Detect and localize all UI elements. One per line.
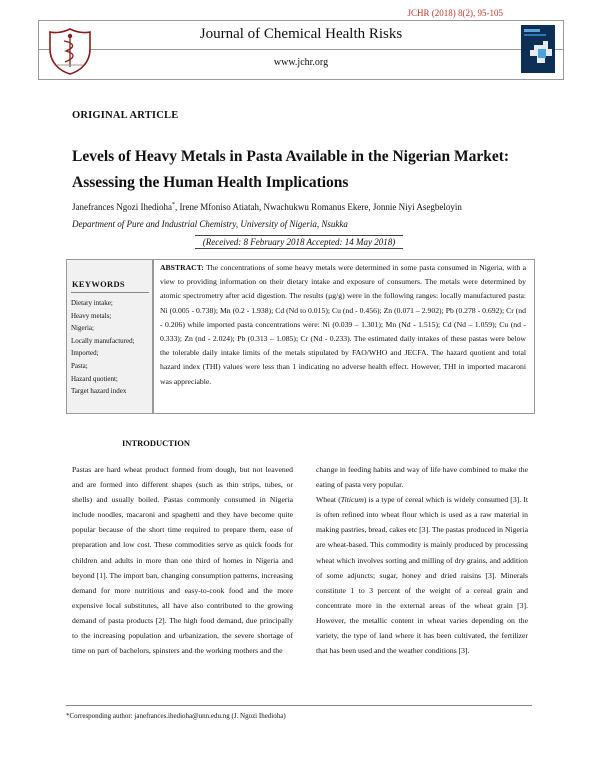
introduction-left-column: Pastas are hard wheat product formed from dough, but not leavened and are formed into different shapes (such as thin strips, tubes, or shells) and usually boiled. Pastas commonly consumed in Nigeria include noodles, macaroni and spaghetti and they have become quite popular because of the short time required to prepare them, ease of preparation and low cost. These commodities serve as quick foods for children and adults in more than one third of homes in Nigeria and beyond [1]. The import ban, changing consumption patterns, increasing demand for more nutritious and easy-to-cook food and the more expensive local substitutes, all have also contributed to the growing demand of pasta products [2]. The high food demand, due principally to the increasing population and urbanization, the severe shortage of time on part of bachelors, spinsters and the working mothers and the [72, 465, 293, 656]
co-authors: , Irene Mfoniso Atiatah, Nwachukwu Romanus Ekere, Jonnie Niyi Asegbeloyin [174, 202, 462, 212]
journal-header [38, 20, 564, 80]
keyword-item: Hazard quotient; [71, 374, 118, 383]
introduction-heading: INTRODUCTION [122, 438, 191, 448]
keyword-item: Dietary intake; [71, 299, 113, 307]
abstract-panel [152, 259, 535, 414]
species-name: Titicum [340, 495, 364, 505]
paragraph-text: ) is a type of cereal which is widely consumed [3]. It is often refined into wheat flour which is used as a raw material in making pastries, bread, cakes etc [3]. The pastas produced in Nigeria are wheat-based. This commodity is mainly produced by processing wheat which involves sorting and milling of dry grains, and addition of some adjuncts; sugar, honey and dried raisins [3]. Minerals constitute 1 to 3 percent of the weight of a cereal grain and concentrate more in the external areas of the wheat grain [3]. However, the metallic content in wheat varies depending on the variety, the type of land where it has been cultivated, the fertilizer that has been used and the weather conditions [3]. [316, 495, 528, 656]
keyword-item: Locally manufactured; [71, 336, 135, 345]
keywords-heading: KEYWORDS [72, 279, 125, 289]
journal-cover-image [521, 25, 555, 73]
keyword-item: Target hazard index [71, 387, 127, 396]
abstract-text: The concentrations of some heavy metals were determined in some pasta consumed in Nigeria, with a view to providing information on their dietary intake and exposure of consumers. The metals were determined by atomic spectrometry after acid digestion. The results (μg/g) were in the following ranges: locally manufactured pasta: Ni (0.005 - 0.738); Mn (0.2 - 1.938); Cd (Nd to 0.015); Cu (nd - 0.456); Zn (0.071 – 2.902); Pb (0.278 - 0.692); Cr (nd - 0.206) while imported pasta concentrations were: Ni (0.039 – 1.301); Mn (Nd - 1.515); Cd (Nd – 1.059); Cu (nd - 0.333); Zn (nd - 2.024); Pb (0.313 – 1.085); Cr (Nd - 0.233). The estimated daily intakes of these pastas were below the tolerable daily intake limits of the metals stipulated by FAO/WHO and JECFA. The hazard quotient and total hazard index (THI) values were less than 1 indicating no adverse health effect. However, THI in imported macaroni was appreciable. [160, 263, 526, 386]
introduction-right-column [316, 462, 528, 658]
keywords-divider [71, 292, 149, 293]
introduction-paragraph: change in feeding habits and way of life have combined to make the eating of pasta very popular. [316, 465, 528, 490]
introduction-paragraph [316, 492, 528, 658]
keyword-item: Pasta; [71, 361, 88, 370]
article-type: ORIGINAL ARTICLE [72, 110, 179, 121]
affiliation: Department of Pure and Industrial Chemistry, University of Nigeria, Nsukka [72, 219, 348, 229]
keywords-panel [66, 259, 154, 414]
journal-url[interactable]: www.jchr.org [273, 57, 329, 68]
corresponding-author-footnote: *Corresponding author: janefrances.ihedioha@unn.edu.ng (J. Ngozi Ihedioha) [66, 712, 286, 720]
abstract-label: ABSTRACT: [160, 263, 204, 272]
keyword-item: Imported; [71, 349, 99, 358]
paragraph-text: Wheat ( [316, 495, 341, 505]
received-accepted-dates: (Received: 8 February 2018 Accepted: 14 May 2018) [195, 235, 403, 249]
keyword-item: Nigeria; [71, 324, 94, 333]
corresponding-marker: * [171, 202, 175, 208]
corresponding-author: Janefrances Ngozi Ihedioha [72, 202, 172, 212]
cover-art-icon [521, 25, 555, 73]
footnote-divider [66, 705, 532, 706]
author-list [72, 202, 542, 212]
abstract-body [160, 261, 526, 389]
journal-title: Journal of Chemical Health Risks [199, 26, 403, 42]
article-title: Levels of Heavy Metals in Pasta Available in the Nigerian Market: Assessing the Human Health Implications [72, 148, 510, 191]
keywords-list [71, 297, 135, 398]
keyword-item: Heavy metals; [71, 311, 112, 320]
journal-citation: JCHR (2018) 8(2), 95-105 [407, 8, 503, 18]
header-divider [39, 49, 563, 50]
